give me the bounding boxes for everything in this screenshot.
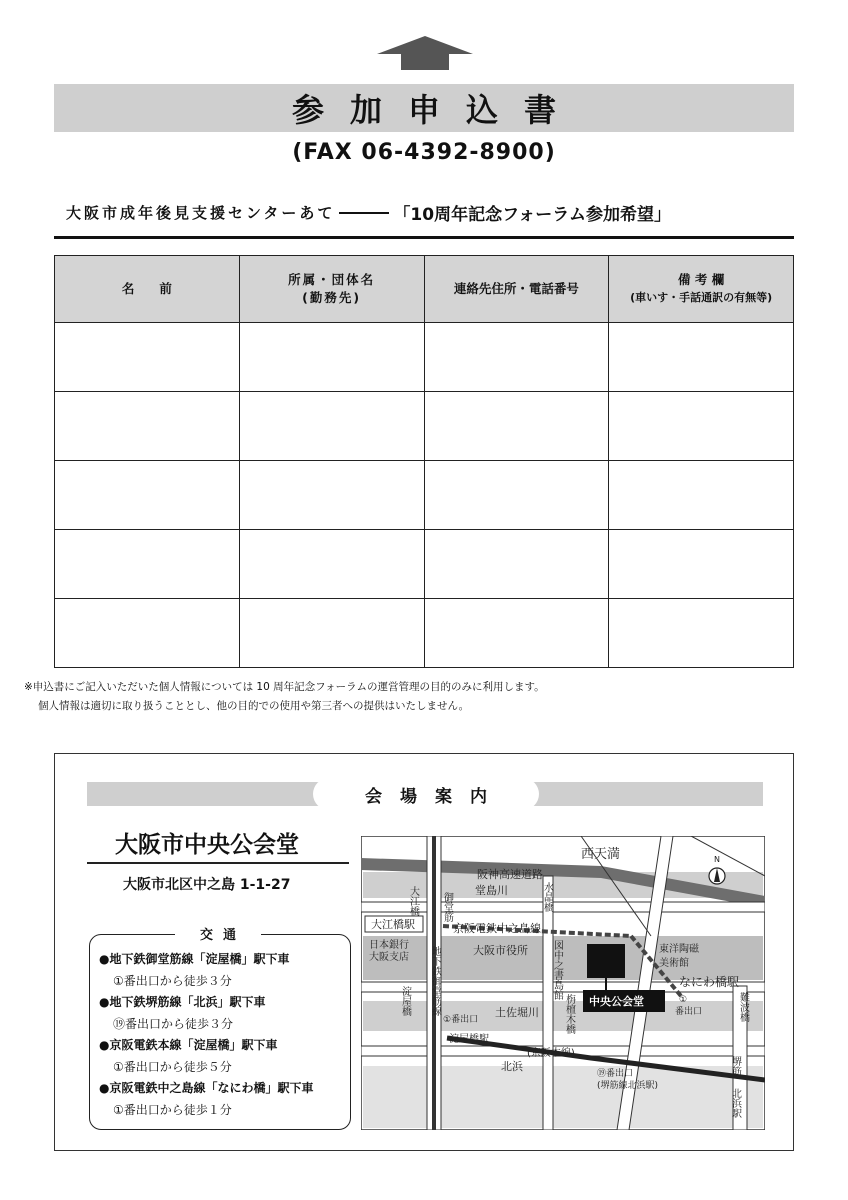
affiliation-cell[interactable] (239, 392, 424, 461)
map-label: 水晶橋 (541, 882, 553, 912)
column-name-label: 名 前 (121, 281, 172, 296)
recipient-line (66, 200, 671, 225)
venue-heading: 会場案内 (365, 786, 505, 807)
table-row (55, 530, 794, 599)
venue-address: 大阪市北区中之島 1-1-27 (123, 877, 291, 893)
map-label: 淀屋橋 (399, 986, 411, 1016)
column-name (55, 256, 240, 323)
remarks-cell[interactable] (609, 461, 794, 530)
map-rail-label: (京阪本線) (527, 1048, 575, 1059)
column-affiliation-sub: (勤務先) (302, 290, 362, 305)
venue-name-rule (87, 862, 349, 864)
route-detail: ①番出口から徒歩５分 (113, 1059, 232, 1074)
name-cell[interactable] (55, 461, 240, 530)
column-affiliation (239, 256, 424, 323)
name-cell[interactable] (55, 323, 240, 392)
map-label: 御堂筋 (441, 892, 453, 922)
contact-cell[interactable] (424, 599, 609, 668)
map-label: 東洋陶磁 (659, 944, 699, 955)
map-label: 土佐堀川 (495, 1006, 539, 1019)
title-bar (54, 84, 794, 132)
remarks-cell[interactable] (609, 392, 794, 461)
map-station: 淀屋橋駅 (449, 1034, 489, 1045)
name-cell[interactable] (55, 530, 240, 599)
subject: 「10周年記念フォーラム参加希望」 (393, 205, 672, 225)
remarks-cell[interactable] (609, 530, 794, 599)
map-label: 日本銀行 (369, 940, 409, 951)
contact-cell[interactable] (424, 323, 609, 392)
map-label: 難波橋 (737, 992, 749, 1022)
map-label: ①番出口 (443, 1015, 479, 1025)
map-rail-label: 地下鉄御堂筋線 (429, 946, 441, 1016)
map-label: 大阪市役所 (473, 944, 528, 957)
map-label: 番出口 (675, 1007, 703, 1017)
map-label: ⑲番出口 (597, 1069, 634, 1079)
venue-map (361, 836, 765, 1130)
map-label: 大阪支店 (369, 952, 409, 963)
map-station: 北浜駅 (729, 1088, 741, 1118)
access-routes (99, 949, 313, 1121)
remarks-cell[interactable] (609, 323, 794, 392)
column-affiliation-label: 所属・団体名 (288, 272, 376, 287)
map-label: 美術館 (659, 958, 689, 969)
affiliation-cell[interactable] (239, 599, 424, 668)
affiliation-cell[interactable] (239, 530, 424, 599)
route-line: ●地下鉄御堂筋線「淀屋橋」駅下車 (99, 952, 290, 966)
privacy-note-2: 個人情報は適切に取り扱うこととし、他の目的での使用や第三者への提供はいたしません。 (38, 700, 470, 712)
table-row (55, 599, 794, 668)
table-row (55, 392, 794, 461)
map-label: 図中之書島館 (551, 940, 563, 1000)
remarks-cell[interactable] (609, 599, 794, 668)
recipient-underline (54, 236, 794, 239)
map-label: 堺筋 (729, 1056, 741, 1076)
affiliation-cell[interactable] (239, 323, 424, 392)
privacy-notes (24, 678, 545, 716)
route-detail: ①番出口から徒歩１分 (113, 1102, 232, 1117)
privacy-note-1: ※申込書にご記入いただいた個人情報については 10 周年記念フォーラムの運営管理の目的のみに利用します。 (24, 681, 545, 693)
map-label: 阪神高速道路 (477, 868, 543, 881)
name-cell[interactable] (55, 392, 240, 461)
map-label: ① (679, 995, 688, 1005)
map-hall-label: 中央公会堂 (589, 995, 644, 1008)
name-cell[interactable] (55, 599, 240, 668)
venue-heading-pill (313, 778, 539, 810)
dash-divider (339, 212, 389, 214)
map-label: 堂島川 (475, 884, 508, 897)
table-row (55, 323, 794, 392)
route-line: ●京阪電鉄本線「淀屋橋」駅下車 (99, 1038, 278, 1052)
map-station: なにわ橋駅 (679, 975, 740, 989)
route-line: ●京阪電鉄中之島線「なにわ橋」駅下車 (99, 1081, 314, 1095)
map-rail-label: 京阪電鉄中之島線 (453, 922, 541, 935)
application-table (54, 255, 794, 668)
table-row (55, 461, 794, 530)
map-north-label: N (714, 855, 720, 864)
contact-cell[interactable] (424, 461, 609, 530)
venue-name: 大阪市中央公会堂 (115, 832, 299, 858)
recipient: 大阪市成年後見支援センターあて (66, 204, 336, 222)
column-contact-label: 連絡先住所・電話番号 (453, 281, 579, 296)
contact-cell[interactable] (424, 392, 609, 461)
column-remarks-sub: (車いす・手話通訳の有無等) (630, 291, 773, 304)
access-label: 交通 (175, 924, 261, 943)
map-label: 北浜 (501, 1060, 523, 1073)
column-remarks-label: 備 考 欄 (678, 272, 725, 287)
route-detail: ⑲番出口から徒歩３分 (113, 1016, 234, 1031)
route-detail: ①番出口から徒歩３分 (113, 973, 232, 988)
map-label: 栴檀木橋 (563, 994, 575, 1034)
up-arrow-icon (377, 36, 473, 70)
map-label: 西天満 (581, 847, 621, 862)
map-label: 大江橋 (407, 886, 419, 916)
contact-cell[interactable] (424, 530, 609, 599)
map-label: (堺筋線北浜駅) (597, 1081, 659, 1091)
column-contact (424, 256, 609, 323)
venue-panel (54, 753, 794, 1151)
route-line: ●地下鉄堺筋線「北浜」駅下車 (99, 995, 266, 1009)
map-station: 大江橋駅 (371, 918, 415, 931)
page-title: 参加申込書 (291, 91, 582, 129)
fax-number: (FAX 06-4392-8900) (292, 140, 556, 165)
affiliation-cell[interactable] (239, 461, 424, 530)
table-header-row (55, 256, 794, 323)
column-remarks (609, 256, 794, 323)
